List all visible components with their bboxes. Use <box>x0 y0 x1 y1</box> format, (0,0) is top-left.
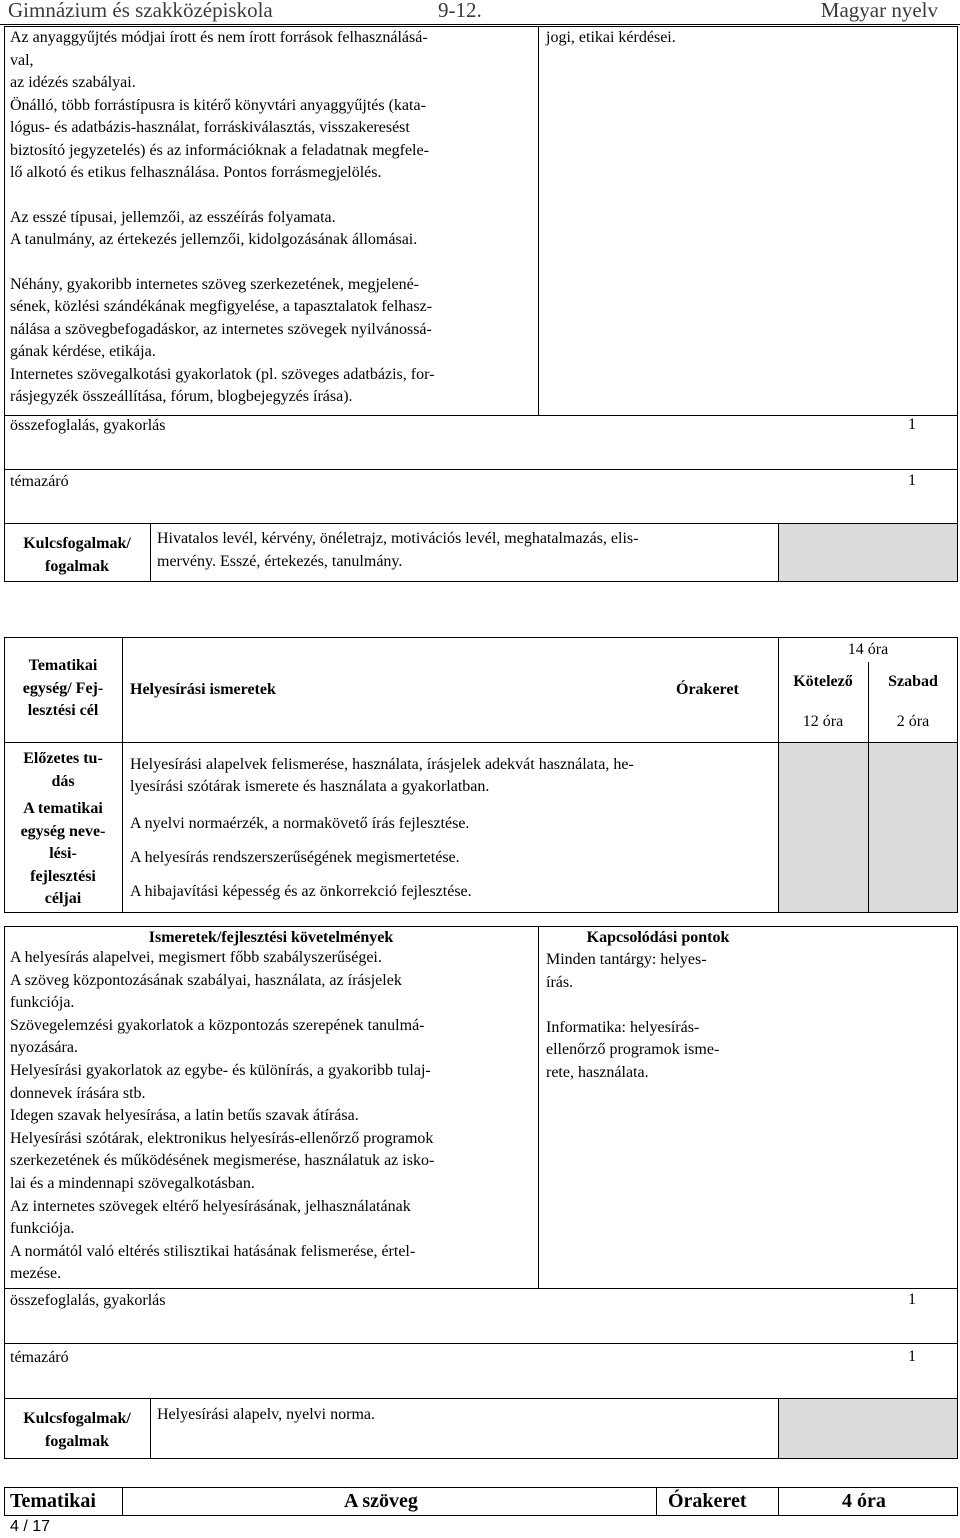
section3-hours-total: 4 óra <box>842 1490 886 1512</box>
section1-test-rule <box>4 469 958 470</box>
section2-key-terms: Helyesírási alapelv, nyelvi norma. <box>157 1406 375 1423</box>
section2-summary-rule <box>4 1288 958 1289</box>
section1-key-label: Kulcsfogalmak/ fogalmak <box>23 535 131 575</box>
section2-req-header: Ismeretek/fejlesztési követelmények <box>148 929 394 946</box>
section2-free-label: Szabad <box>888 673 938 690</box>
section1-column-divider <box>538 26 539 415</box>
section3-div3 <box>778 1487 779 1516</box>
section2-requirements: A helyesírás alapelvei, megismert főbb szabályszerűségei. A szöveg központozásának szabályai, használata, az írásjelek funkciója. Szövegelemzési gyakorlatok a központozás szerepének tanulmá- nyozására. Helyesírási gyakorlatok az egybe- és különírás, a gyakoribb tulaj- donnevek írására stb. Idegen szavak helyesírása, a latin betűs szavak átírása. Helyesírási szótárak, elektronikus helyesírás-ellenőrző programok szerkezetének és működésének megismerése, használatuk az isko- lai és a mindennapi szövegalkotásban. Az internetes szövegek eltérő helyesírásának, jelhasználatának funkciója. A normától való eltérés stilisztikai hatásának felismerése, értel- mezése. <box>10 949 435 1283</box>
section2-test-rule <box>4 1343 958 1344</box>
section2-prior-label: Előzetes tu- dás <box>23 750 103 790</box>
section2-req-divider <box>538 926 539 1288</box>
page-number: 4 / 17 <box>10 1518 51 1535</box>
page-header <box>0 0 960 24</box>
section3-hours-label: Órakeret <box>668 1490 747 1512</box>
section2-label-divider <box>122 637 123 913</box>
header-school: Gimnázium és szakközépiskola <box>8 0 273 22</box>
section2-shade-right <box>869 743 957 912</box>
section3-unit-title: A szöveg <box>344 1490 418 1512</box>
section2-goal-3: A hibajavítási képesség és az önkorrekció fejlesztése. <box>130 883 472 900</box>
section1-connection: jogi, etikai kérdései. <box>546 29 676 46</box>
section3-frame <box>4 1487 958 1516</box>
section1-key-divider <box>150 523 151 582</box>
section1-key-shade <box>779 524 957 581</box>
header-subject: Magyar nyelv <box>820 0 938 22</box>
section2-conn-header: Kapcsolódási pontok <box>586 929 730 946</box>
section2-test-label: témazáró <box>10 1349 69 1366</box>
section1-key-terms: Hivatalos levél, kérvény, önéletrajz, motivációs levél, meghatalmazás, elis- mervény. Esszé, értekezés, tanulmány. <box>157 530 639 570</box>
section2-test-hours: 1 <box>908 1348 916 1365</box>
section2-summary-hours: 1 <box>908 1291 916 1308</box>
section1-test-hours: 1 <box>908 472 916 489</box>
section2-goals-label: A tematikai egység neve- lési- fejlesztési céljai <box>20 800 106 908</box>
section2-free-hours: 2 óra <box>896 713 930 730</box>
header-rule <box>0 24 960 25</box>
section1-content: Az anyaggyűjtés módjai írott és nem írott források felhasználásá- val, az idézés szabályai. Önálló, több forrástípusra is kitérő könyvtári anyaggyűjtés (kata- lógus- és adatbázis-használat, forráskiválasztás, visszakeresést biztosító jegyzetelés) és az információknak a feladatnak megfele- lő alkotó és etikus felhasználása. Pontos forrásmegjelölés. Az esszé típusai, jellemzői, az esszéírás folyamata. A tanulmány, az értekezés jellemzői, kidolgozásának állomásai. Néhány, gyakoribb internetes szöveg szerkezetének, megjelené- sének, közlési szándékának megfigyelése, a tapasztalatok felhasz- nálása a szövegbefogadáskor, az internetes szövegek nyilvánossá- gának kérdése, etikája. Internetes szövegalkotási gyakorlatok (pl. szöveges adatbázis, for- rásjegyzék összeállítása, fórum, blogbejegyzés írása). <box>10 29 435 405</box>
section2-mandatory-hours: 12 óra <box>802 713 844 730</box>
section2-goal-1: A nyelvi normaérzék, a normakövető írás fejlesztése. <box>130 815 470 832</box>
section2-summary-label: összefoglalás, gyakorlás <box>10 1292 166 1309</box>
section1-summary-hours: 1 <box>908 416 916 433</box>
section2-hours-label: Órakeret <box>676 681 739 698</box>
section2-unit-label: Tematikai egység/ Fej- lesztési cél <box>22 657 104 720</box>
section2-hours-total: 14 óra <box>847 641 889 658</box>
header-grades: 9-12. <box>438 0 482 22</box>
section2-key-label: Kulcsfogalmak/ fogalmak <box>23 1410 131 1450</box>
section2-key-divider <box>150 1398 151 1459</box>
section3-div1 <box>122 1487 123 1516</box>
section2-goal-2: A helyesírás rendszerszerűségének megismertetése. <box>130 849 460 866</box>
section3-div2 <box>656 1487 657 1516</box>
section2-connections: Minden tantárgy: helyes- írás. Informatika: helyesírás- ellenőrző programok isme- rete, használata. <box>546 951 720 1081</box>
section1-test-label: témazáró <box>10 473 69 490</box>
section2-key-shade <box>779 1399 957 1458</box>
section2-unit-title: Helyesírási ismeretek <box>130 681 276 698</box>
section2-shade-left <box>779 743 868 912</box>
section2-mandatory-label: Kötelező <box>793 673 853 690</box>
section2-prior-text: Helyesírási alapelvek felismerése, használata, írásjelek adekvát használata, he- lyesírási szótárak ismerete és használata a gyakorlatban. <box>130 756 634 795</box>
section1-summary-label: összefoglalás, gyakorlás <box>10 417 166 434</box>
section3-unit-label: Tematikai <box>10 1490 96 1512</box>
